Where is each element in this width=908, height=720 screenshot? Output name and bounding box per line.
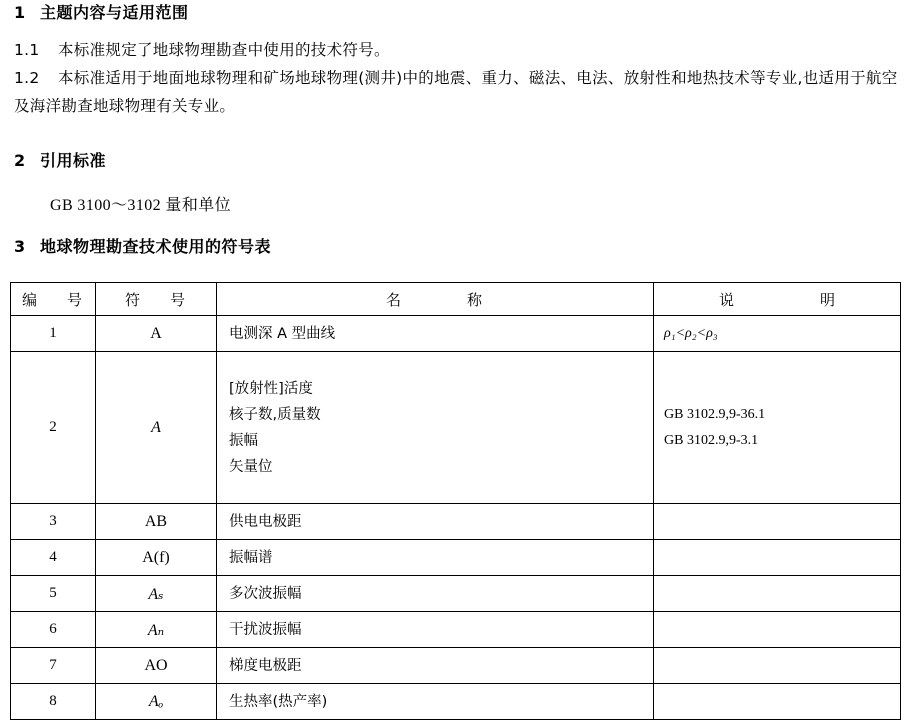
cell-no: 1: [11, 316, 96, 352]
reference-standard: GB 3100～3102 量和单位: [50, 197, 232, 214]
cell-description: [654, 576, 901, 612]
cell-no: 2: [11, 352, 96, 504]
cell-name: [217, 352, 654, 504]
cell-name: 多次波振幅: [217, 576, 654, 612]
cell-name-line: 矢量位: [229, 458, 273, 475]
cell-name: 供电电极距: [217, 504, 654, 540]
cell-symbol: A(f): [96, 540, 217, 576]
paragraph-1-2: [14, 64, 904, 120]
section-heading-2: [14, 148, 106, 171]
section-title: 主题内容与适用范围: [40, 3, 189, 22]
cell-name-line: 振幅: [229, 432, 258, 449]
paragraph-text: 本标准适用于地面地球物理和矿场地球物理(测井)中的地震、重力、磁法、电法、放射性和地热技术等专业,也适用于航空及海洋勘查地球物理有关专业。: [14, 69, 898, 115]
cell-description: [654, 352, 901, 504]
header-no: 编 号: [11, 283, 96, 316]
paragraph-text: 本标准规定了地球物理勘查中使用的技术符号。: [58, 41, 390, 59]
table-body: [11, 316, 901, 720]
cell-no: 6: [11, 612, 96, 648]
cell-name: 干扰波振幅: [217, 612, 654, 648]
cell-description: [654, 504, 901, 540]
cell-symbol: Aₛ: [96, 576, 217, 612]
cell-no: 8: [11, 684, 96, 720]
cell-symbol: AB: [96, 504, 217, 540]
header-name: 名 称: [217, 283, 654, 316]
cell-name: 振幅谱: [217, 540, 654, 576]
cell-description: ρ₁<ρ₂<ρ₃: [654, 316, 901, 352]
table-row: [11, 352, 901, 504]
table-row: [11, 540, 901, 576]
section-number: 2: [14, 151, 26, 170]
table-row: [11, 316, 901, 352]
table-header: [11, 283, 901, 316]
cell-no: 3: [11, 504, 96, 540]
table-row: [11, 504, 901, 540]
cell-no: 5: [11, 576, 96, 612]
symbols-table: [10, 282, 901, 720]
paragraph-label: 1.1: [14, 41, 40, 59]
table-row: [11, 648, 901, 684]
cell-description: [654, 684, 901, 720]
cell-name-line: 核子数,质量数: [229, 406, 321, 423]
header-symbol: 符 号: [96, 283, 217, 316]
cell-name: 生热率(热产率): [217, 684, 654, 720]
table-row: [11, 612, 901, 648]
cell-symbol: Aₙ: [96, 612, 217, 648]
section-number: 3: [14, 237, 26, 256]
paragraph-1-1: [14, 36, 894, 64]
cell-description-line: GB 3102.9,9-3.1: [664, 432, 759, 448]
cell-name: 电测深 A 型曲线: [217, 316, 654, 352]
section-heading-3: [14, 234, 271, 257]
cell-name: 梯度电极距: [217, 648, 654, 684]
section-title: 引用标准: [40, 151, 107, 170]
table-row: [11, 576, 901, 612]
cell-symbol: Aₒ: [96, 684, 217, 720]
section-number: 1: [14, 3, 26, 22]
cell-no: 7: [11, 648, 96, 684]
cell-symbol: A: [96, 316, 217, 352]
cell-symbol: AO: [96, 648, 217, 684]
cell-description: [654, 540, 901, 576]
cell-description-line: GB 3102.9,9-36.1: [664, 406, 766, 422]
cell-name-line: [放射性]活度: [229, 380, 313, 397]
section-heading-1: [14, 0, 189, 23]
section-title: 地球物理勘查技术使用的符号表: [40, 237, 272, 256]
cell-description: [654, 612, 901, 648]
cell-symbol: A: [96, 352, 217, 504]
table-row: [11, 684, 901, 720]
paragraph-label: 1.2: [14, 69, 40, 87]
cell-description: [654, 648, 901, 684]
header-description: 说 明: [654, 283, 901, 316]
cell-no: 4: [11, 540, 96, 576]
